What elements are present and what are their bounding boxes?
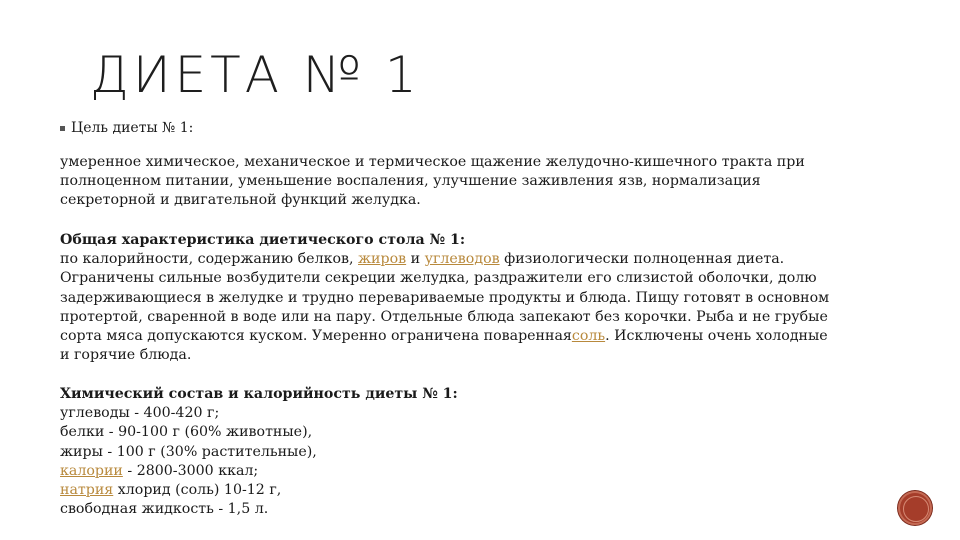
text-span: и xyxy=(406,251,425,268)
link-sodium[interactable]: натрия xyxy=(60,482,114,499)
page-title: ДИЕТА № 1 xyxy=(90,46,421,104)
composition-calories xyxy=(60,462,900,481)
general-line xyxy=(60,327,900,346)
square-bullet-icon xyxy=(60,126,65,131)
text-span: по калорийности, содержанию белков, xyxy=(60,251,358,268)
goal-line: умеренное химическое, механическое и термическое щажение желудочно-кишечного тракта при xyxy=(60,154,805,170)
goal-label xyxy=(60,120,193,136)
text-span: . Исключены очень холодные xyxy=(605,328,828,345)
goal-paragraph xyxy=(60,153,900,211)
goal-line: секреторной и двигательной функций желудка. xyxy=(60,192,421,209)
composition-heading: Химический состав и калорийность диеты № 1: xyxy=(60,386,458,402)
text-span: физиологически полноценная диета. xyxy=(499,251,785,268)
composition-proteins: белки - 90-100 г (60% животные), xyxy=(60,424,313,441)
general-line: и горячие блюда. xyxy=(60,347,192,364)
chemical-composition xyxy=(60,385,900,519)
link-salt[interactable]: соль xyxy=(571,328,606,345)
composition-liquid: свободная жидкость - 1,5 л. xyxy=(60,501,269,518)
composition-carbs: углеводы - 400-420 г; xyxy=(60,405,220,422)
goal-line: полноценном питании, уменьшение воспаления, улучшение заживления язв, нормализация xyxy=(60,173,761,190)
general-line: задерживающиеся в желудке и трудно перевариваемые продукты и блюда. Пищу готовят в основном xyxy=(60,289,830,306)
general-line: протертой, сваренной в воде или на пару. Отдельные блюда запекают без корочки. Рыба и не грубые xyxy=(60,308,828,325)
general-line: Ограничены сильные возбудители секреции желудка, раздражители его слизистой оболочки, долю xyxy=(60,270,817,287)
text-span: хлорид (соль) 10-12 г, xyxy=(113,482,282,499)
link-carbs[interactable]: углеводов xyxy=(424,251,500,268)
general-characteristics xyxy=(60,231,900,365)
general-heading: Общая характеристика диетического стола № 1: xyxy=(60,232,466,248)
link-fats[interactable]: жиров xyxy=(358,251,407,268)
general-line xyxy=(60,250,900,269)
text-span: - 2800-3000 ккал; xyxy=(122,462,259,479)
text-span: сорта мяса допускаются куском. Умеренно ограничена поваренная xyxy=(60,328,572,345)
slide-nav-button[interactable] xyxy=(898,491,932,525)
link-calories[interactable]: калории xyxy=(60,462,123,479)
composition-fats: жиры - 100 г (30% растительные), xyxy=(60,443,317,460)
composition-sodium xyxy=(60,481,900,500)
goal-label-text: Цель диеты № 1: xyxy=(71,120,194,136)
